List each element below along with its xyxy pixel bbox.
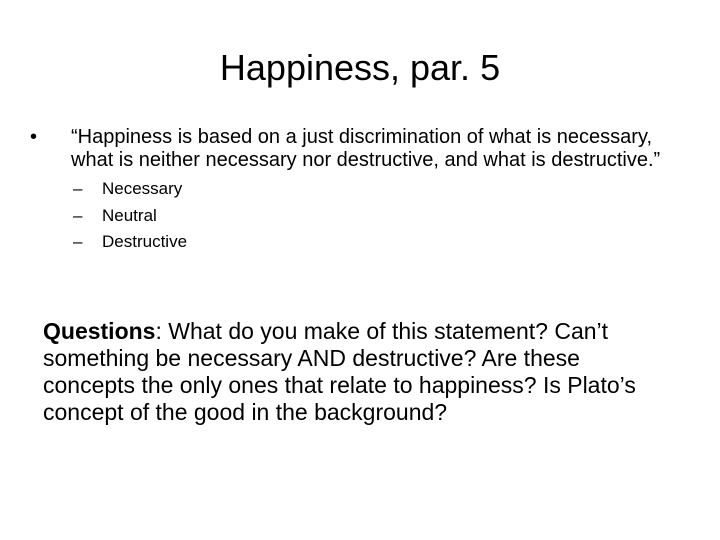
list-item [30, 229, 680, 256]
list-item-label: Neutral [102, 205, 157, 225]
slide-title: Happiness, par. 5 [219, 47, 501, 88]
questions-label: Questions [43, 318, 156, 344]
dash-marker: – [73, 232, 83, 251]
quote-text: “Happiness is based on a just discrimination of what is necessary, what is neither necessary nor destructive, and what is destructive.” [71, 126, 661, 171]
slide-body [30, 126, 680, 256]
dash-marker: – [73, 179, 83, 198]
category-list [30, 176, 680, 256]
list-item [30, 203, 680, 230]
dash-marker: – [73, 205, 83, 225]
questions-paragraph [43, 318, 673, 426]
bullet-marker: • [30, 126, 38, 148]
list-item [30, 176, 680, 203]
quote-bullet [30, 126, 680, 172]
questions-text: : What do you make of this statement? Can’t something be necessary AND destructive? Are these concepts the only ones that relate to happiness? Is Plato’s concept of the good in the background? [43, 318, 636, 425]
list-item-label: Necessary [102, 179, 183, 198]
list-item-label: Destructive [102, 232, 188, 251]
